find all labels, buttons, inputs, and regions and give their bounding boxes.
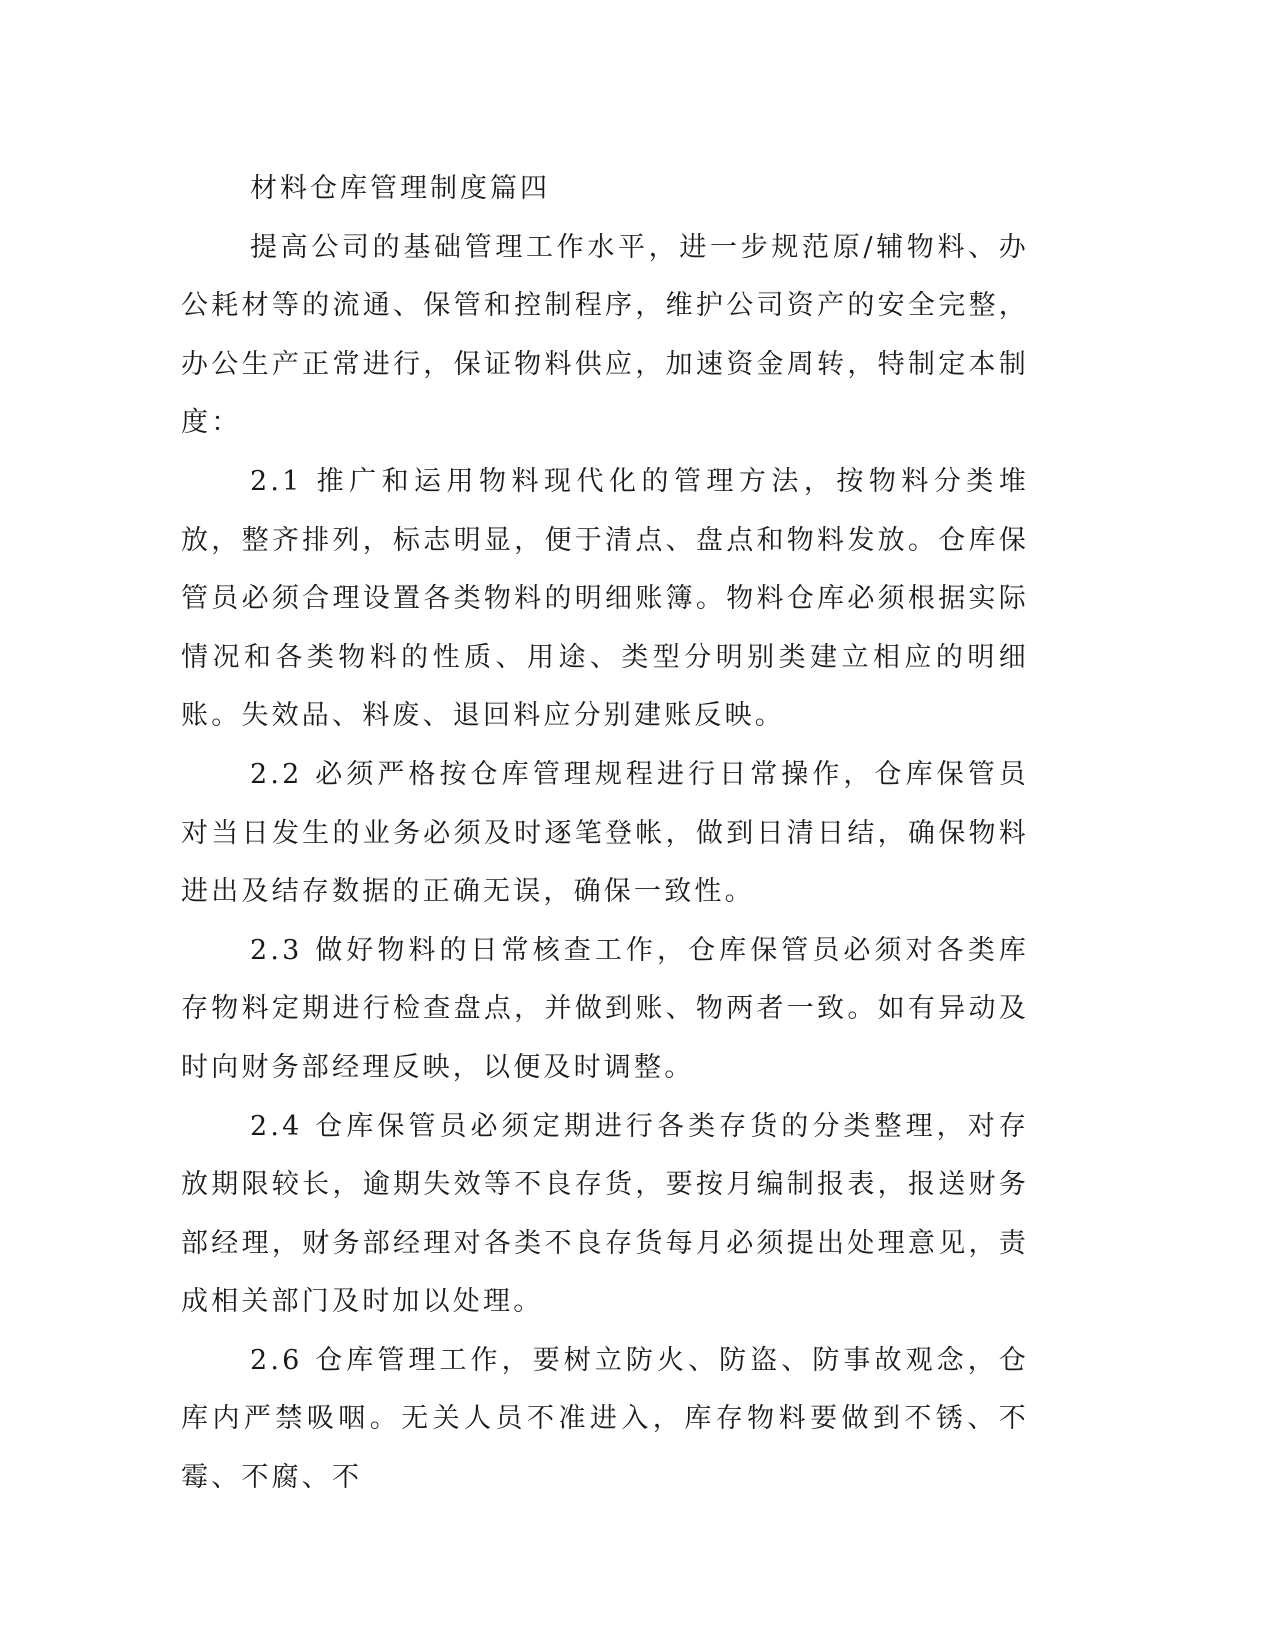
document-body: [181, 160, 1029, 1508]
paragraph-2-6: 2.6 仓库管理工作，要树立防火、防盗、防事故观念，仓库内严禁吸咽。无关人员不准进入，库存物料要做到不锈、不霉、不腐、不: [181, 1344, 1029, 1494]
paragraph-2-2: 2.2 必须严格按仓库管理规程进行日常操作，仓库保管员对当日发生的业务必须及时逐笔登帐，做到日清日结，确保物料进出及结存数据的正确无误，确保一致性。: [181, 758, 1029, 908]
paragraph-2-4: 2.4 仓库保管员必须定期进行各类存货的分类整理，对存放期限较长，逾期失效等不良存货，要按月编制报表，报送财务部经理，财务部经理对各类不良存货每月必须提出处理意见，责成相关部门及时加以处理。: [181, 1110, 1029, 1318]
paragraph-2-1: 2.1 推广和运用物料现代化的管理方法，按物料分类堆放，整齐排列，标志明显，便于清点、盘点和物料发放。仓库保管员必须合理设置各类物料的明细账簿。物料仓库必须根据实际情况和各类物料的性质、用途、类型分明别类建立相应的明细账。失效品、料废、退回料应分别建账反映。: [181, 465, 1029, 732]
document-title: 材料仓库管理制度篇四: [250, 173, 550, 204]
paragraph-2-3: 2.3 做好物料的日常核查工作，仓库保管员必须对各类库存物料定期进行检查盘点，并做到账、物两者一致。如有异动及时向财务部经理反映，以便及时调整。: [181, 934, 1029, 1083]
paragraph-intro: 提高公司的基础管理工作水平，进一步规范原/辅物料、办公耗材等的流通、保管和控制程序，维护公司资产的安全完整，办公生产正常进行，保证物料供应，加速资金周转，特制定本制度：: [181, 231, 1029, 439]
